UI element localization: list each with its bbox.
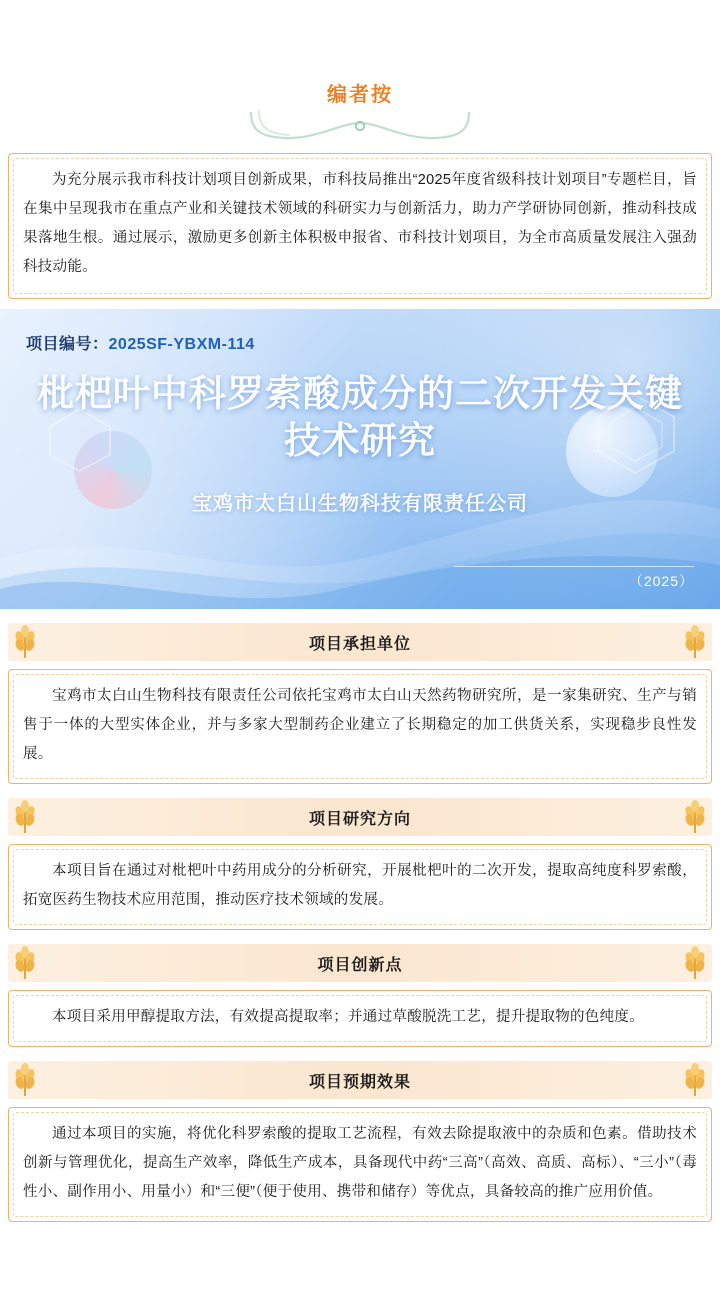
editor-note-header bbox=[0, 0, 720, 143]
hero-divider bbox=[454, 566, 694, 567]
wheat-icon bbox=[12, 625, 38, 659]
wheat-icon bbox=[682, 625, 708, 659]
section-body bbox=[8, 1107, 712, 1222]
section-body bbox=[8, 669, 712, 784]
section-text: 通过本项目的实施，将优化科罗索酸的提取工艺流程，有效去除提取液中的杂质和色素。借助技术创新与管理优化，提高生产效率，降低生产成本，具备现代中药“三高”（高效、高质、高标）、“三小”（毒性小、副作用小、用量小）和“三便”（便于使用、携带和储存）等优点，具备较高的推广应用价值。 bbox=[23, 1126, 697, 1200]
project-number-label: 项目编号： bbox=[26, 336, 109, 353]
section-expected-results bbox=[0, 1061, 720, 1222]
section-text: 本项目采用甲醇提取方法，有效提高提取率；并通过草酸脱洗工艺，提升提取物的色纯度。 bbox=[52, 1009, 644, 1025]
section-innovation-points bbox=[0, 944, 720, 1047]
editor-note-text: 为充分展示我市科技计划项目创新成果，市科技局推出“2025年度省级科技计划项目”专题栏目，旨在集中呈现我市在重点产业和关键技术领域的科研实力与创新活力，助力产学研协同创新，推动科技成果落地生根。通过展示，激励更多创新主体积极申报省、市科技计划项目，为全市高质量发展注入强劲科技动能。 bbox=[23, 172, 697, 275]
section-research-direction bbox=[0, 798, 720, 930]
section-header bbox=[8, 944, 712, 982]
project-title: 枇杷叶中科罗索酸成分的二次开发关键技术研究 bbox=[37, 373, 683, 462]
section-header bbox=[8, 798, 712, 836]
section-title: 项目创新点 bbox=[317, 956, 403, 974]
section-body bbox=[8, 844, 712, 930]
section-text: 宝鸡市太白山生物科技有限责任公司依托宝鸡市太白山天然药物研究所，是一家集研究、生产与销售于一体的大型实体企业，并与多家大型制药企业建立了长期稳定的加工供货关系，实现稳步良性发展。 bbox=[23, 688, 697, 762]
wheat-icon bbox=[12, 946, 38, 980]
editor-note-label: 编者按 bbox=[327, 84, 393, 106]
wheat-icon bbox=[682, 946, 708, 980]
project-number bbox=[26, 331, 694, 354]
section-header bbox=[8, 1061, 712, 1099]
swirl-divider-icon bbox=[245, 109, 475, 143]
section-title: 项目预期效果 bbox=[308, 1073, 411, 1091]
project-year: （2025） bbox=[628, 573, 694, 589]
footer-spacer bbox=[0, 1222, 720, 1250]
wheat-icon bbox=[682, 800, 708, 834]
editor-note-card bbox=[8, 153, 712, 299]
section-title: 项目研究方向 bbox=[308, 810, 411, 828]
project-number-value: 2025SF-YBXM-114 bbox=[108, 336, 255, 353]
section-undertaking-unit bbox=[0, 623, 720, 784]
project-hero-banner bbox=[0, 309, 720, 609]
wheat-icon bbox=[12, 1063, 38, 1097]
section-body bbox=[8, 990, 712, 1047]
section-text: 本项目旨在通过对枇杷叶中药用成分的分析研究，开展枇杷叶的二次开发，提取高纯度科罗索酸，拓宽医药生物技术应用范围，推动医疗技术领域的发展。 bbox=[23, 863, 697, 908]
wheat-icon bbox=[12, 800, 38, 834]
wheat-icon bbox=[682, 1063, 708, 1097]
section-title: 项目承担单位 bbox=[308, 635, 411, 653]
section-header bbox=[8, 623, 712, 661]
project-organization: 宝鸡市太白山生物科技有限责任公司 bbox=[192, 492, 528, 515]
